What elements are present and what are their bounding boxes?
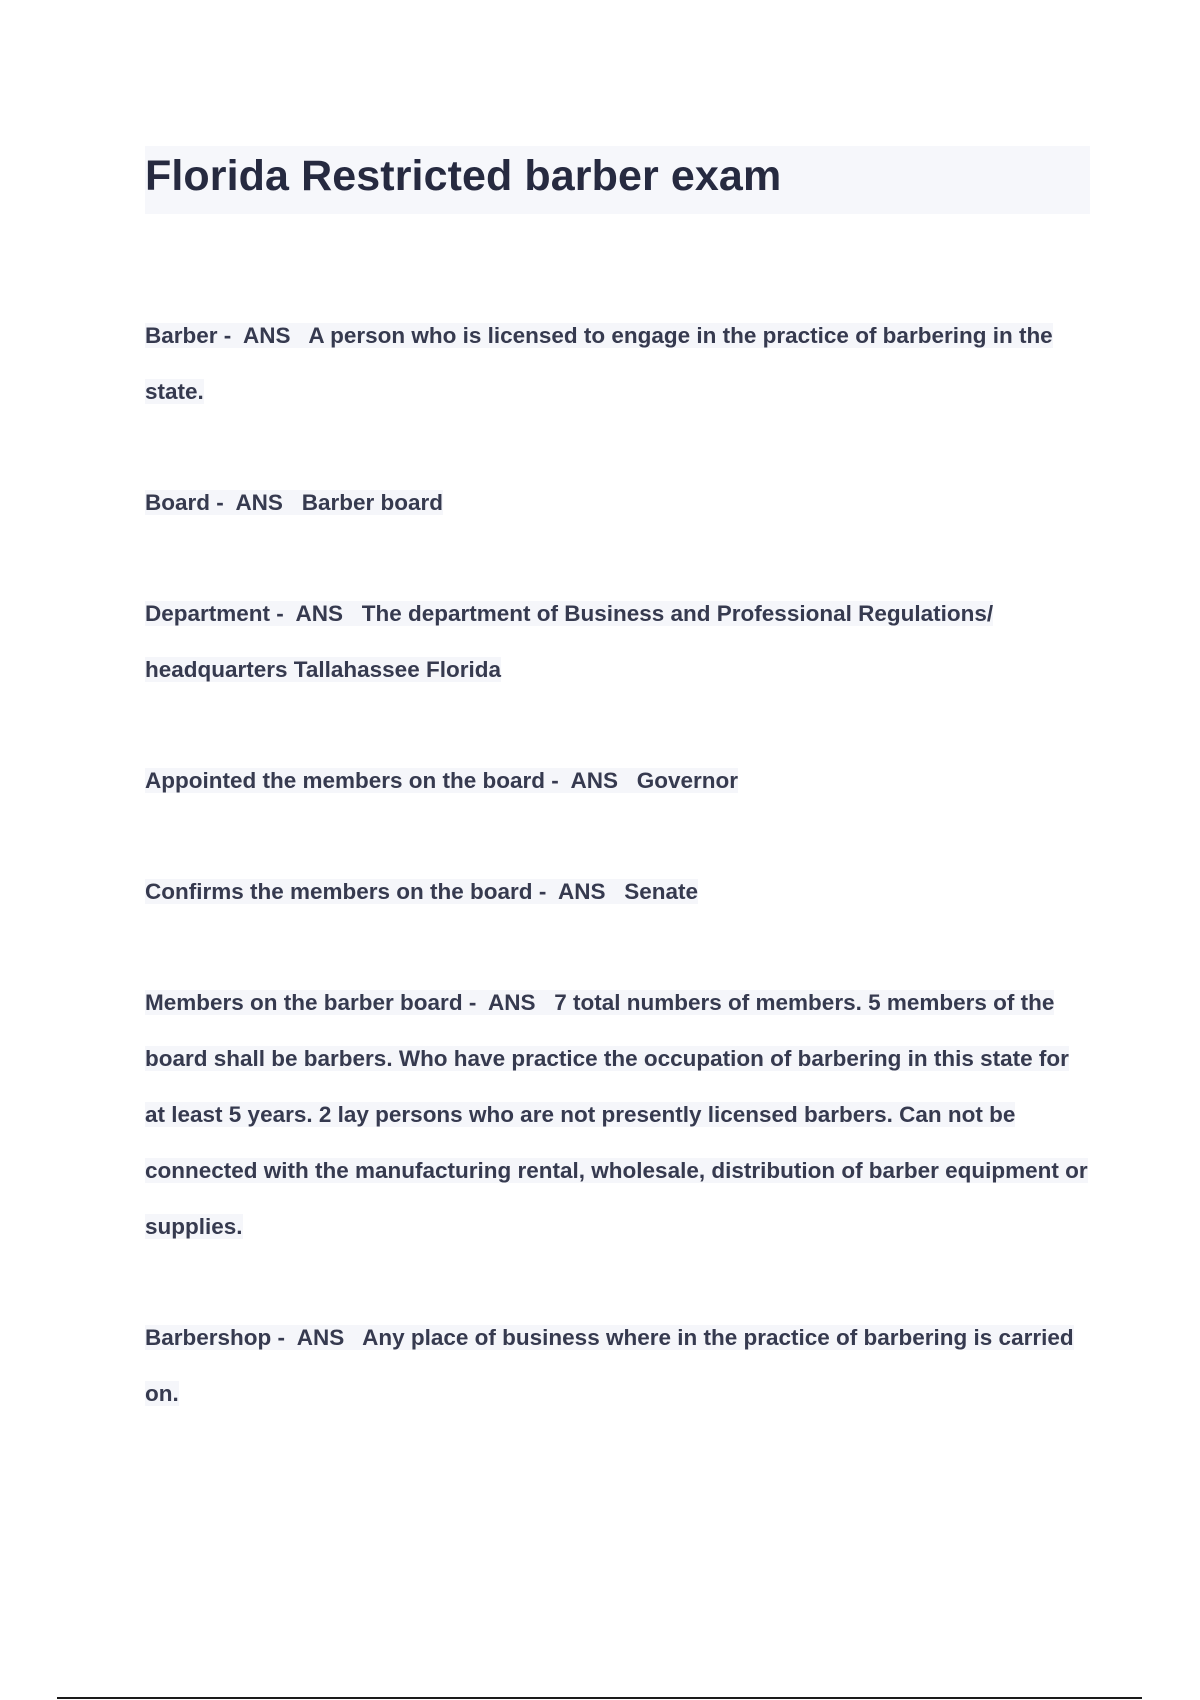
flashcard-entry-barbershop xyxy=(145,1310,1090,1422)
answer-marker: ANS xyxy=(487,990,536,1015)
term-separator: - xyxy=(271,1325,297,1350)
entry-term: Barber xyxy=(145,323,218,348)
page-bottom-rule xyxy=(57,1697,1142,1699)
entry-answer: A person who is licensed to engage in the practice of barbering in the state. xyxy=(145,323,1053,404)
entry-answer: The department of Business and Professional Regulations/ headquarters Tallahassee Florida xyxy=(145,601,994,682)
flashcard-entry-confirms xyxy=(145,864,1090,920)
answer-marker: ANS xyxy=(296,1325,345,1350)
answer-marker: ANS xyxy=(557,879,606,904)
answer-marker: ANS xyxy=(570,768,618,793)
term-separator: - xyxy=(462,990,488,1015)
entry-term: Appointed the members on the board xyxy=(145,768,546,793)
flashcard-entry-members xyxy=(145,975,1090,1255)
flashcard-entry-barber xyxy=(145,308,1090,420)
answer-marker: ANS xyxy=(242,323,291,348)
term-separator: - xyxy=(217,323,243,348)
entry-answer: Senate xyxy=(624,879,699,904)
document-page xyxy=(145,146,1090,1477)
entry-answer: 7 total numbers of members. 5 members of the board shall be barbers. Who have practice the occupation of barbering in this state for at least 5 years. 2 lay persons who are not presently licensed barbers. Can not be connected with the manufacturing rental, wholesale, distribution of barber equipment or supplies. xyxy=(145,990,1088,1239)
flashcard-entry-department xyxy=(145,586,1090,698)
entry-answer: Any place of business where in the practice of barbering is carried on. xyxy=(145,1325,1074,1406)
term-separator: - xyxy=(545,768,571,793)
entry-term: Department xyxy=(145,601,271,626)
term-separator: - xyxy=(532,879,558,904)
answer-marker: ANS xyxy=(235,490,283,515)
term-separator: - xyxy=(270,601,296,626)
flashcard-entry-board xyxy=(145,475,1090,531)
flashcard-entry-appointed xyxy=(145,753,1090,809)
entry-term: Board xyxy=(145,490,211,515)
answer-marker: ANS xyxy=(295,601,343,626)
entry-answer: Barber board xyxy=(301,490,444,515)
term-separator: - xyxy=(210,490,236,515)
entry-answer: Governor xyxy=(636,768,739,793)
flashcard-list xyxy=(145,308,1090,1422)
entry-term: Barbershop xyxy=(145,1325,272,1350)
document-title: Florida Restricted barber exam xyxy=(145,146,1090,214)
entry-term: Confirms the members on the board xyxy=(145,879,533,904)
entry-term: Members on the barber board xyxy=(145,990,463,1015)
